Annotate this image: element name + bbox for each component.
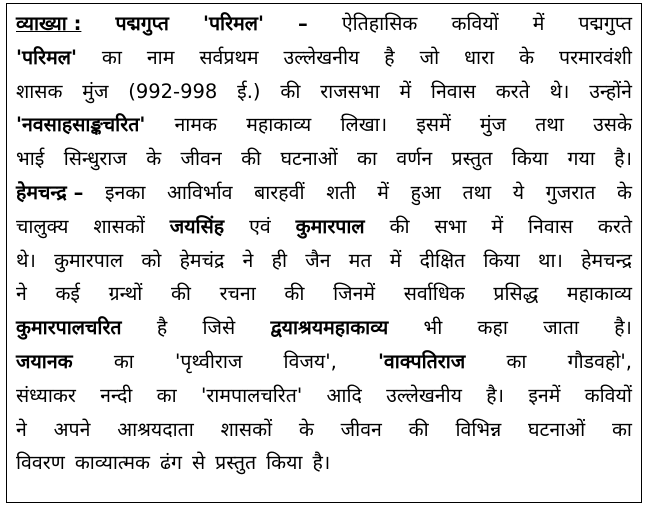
bold-term: जयसिंह (169, 214, 225, 238)
word: अपने (53, 417, 91, 441)
word: घटनाओं (280, 147, 338, 171)
word: जिसे (202, 316, 236, 340)
word: राजसभा (320, 79, 380, 103)
word: तथा (535, 113, 564, 137)
word: कुमारपाल (54, 248, 124, 272)
word: पद्मगुप्त (578, 12, 632, 35)
word: थे। (16, 248, 36, 272)
bold-term: कुमारपालचरित (16, 316, 122, 340)
word: ने (16, 282, 27, 306)
word: इसमें (416, 113, 451, 137)
word: की (284, 282, 305, 306)
text-line (16, 176, 632, 210)
word: उसके (593, 113, 632, 137)
word: करते (495, 79, 530, 103)
word: विवरण (16, 451, 65, 475)
word: ने (242, 248, 254, 272)
word: नन्दी (100, 383, 133, 407)
word: आविर्भाव (167, 180, 233, 204)
word: रचना (219, 282, 256, 306)
bold-term: 'परिमल' (16, 45, 77, 69)
word: प्रस्तुत (215, 451, 257, 475)
word: दीक्षित (419, 248, 466, 272)
word: की (170, 282, 191, 306)
word: महाकाव्य (246, 113, 312, 137)
word: है। (614, 316, 632, 340)
word: (992-998 (128, 79, 218, 103)
bold-term: पद्मगुप्त (115, 12, 169, 35)
text-line (16, 108, 632, 142)
text-line (16, 379, 632, 413)
word: सिन्धुराज (63, 147, 127, 171)
word: 'रामपालचरित' (200, 383, 303, 407)
word: भाई (16, 147, 45, 171)
word: ये (512, 180, 525, 204)
word: के (298, 417, 314, 441)
word: है। (486, 383, 505, 407)
text-box (6, 3, 642, 503)
word: किया (511, 147, 549, 171)
word: एवं (249, 214, 271, 238)
word: का (356, 147, 378, 171)
word: का (611, 417, 632, 441)
word: है (156, 316, 168, 340)
word: निवास (528, 214, 573, 238)
text-line (16, 142, 632, 176)
word: कहा (477, 316, 508, 340)
word: बारहवीं (254, 180, 305, 204)
word: हुआ (410, 180, 441, 204)
word: ढंग (160, 451, 182, 475)
word: जीवन (340, 417, 382, 441)
word: नामक (174, 113, 217, 137)
word: की (280, 79, 301, 103)
word: 'पृथ्वीराज (175, 349, 243, 373)
word: मुंज (479, 113, 507, 137)
word: ने (16, 417, 27, 441)
text-line (16, 75, 632, 109)
word: से (191, 451, 206, 475)
word: कवियों (451, 12, 499, 35)
word: में (377, 180, 389, 204)
word: था। (538, 248, 563, 272)
word: संध्याकर (16, 383, 76, 407)
word: प्रस्तुत (451, 147, 493, 171)
word: हेमचन्द्र (581, 248, 632, 272)
word: प्रसिद्ध (493, 282, 539, 306)
word: ग्रन्थों (108, 282, 143, 306)
word: इनमें (528, 383, 561, 407)
word: कवियों (584, 383, 632, 407)
word: महाकाव्य (566, 282, 632, 306)
word: जीवन (180, 147, 222, 171)
bold-term: जयानक (16, 349, 73, 373)
word: का (113, 349, 134, 373)
word: के (519, 45, 535, 69)
text-line (16, 244, 632, 278)
word: वर्णन (396, 147, 433, 171)
word: का (101, 45, 122, 69)
bold-term: – (298, 12, 308, 35)
word: गया (567, 147, 595, 171)
word: है। (312, 451, 331, 475)
word: कई (55, 282, 80, 306)
word: ही (271, 248, 287, 272)
word: शासकों (93, 214, 145, 238)
word: में (399, 79, 412, 103)
word: जिनमें (333, 282, 376, 306)
word: जो (419, 45, 440, 69)
word: शासकों (220, 417, 273, 441)
word: आश्रयदाता (117, 417, 194, 441)
text-line (16, 345, 632, 379)
word: है। (614, 147, 632, 171)
word: करते (597, 214, 632, 238)
word: नाम (146, 45, 175, 69)
word: गौडवहो', (567, 349, 632, 373)
underlined-heading-word: व्याख्या : (16, 12, 82, 35)
word: विभिन्न (455, 417, 502, 441)
word: सर्वाधिक (403, 282, 465, 306)
word: चालुक्य (16, 214, 69, 238)
word: काव्यात्मक (74, 451, 150, 475)
word: ऐतिहासिक (341, 12, 418, 35)
word: शती (326, 180, 356, 204)
word: शासक (16, 79, 63, 103)
word: किया (483, 248, 520, 272)
word: में (491, 214, 504, 238)
word: की (408, 417, 429, 441)
word: जैन (305, 248, 331, 272)
word: सर्वप्रथम (199, 45, 259, 69)
word: का (156, 383, 177, 407)
text-line (16, 7, 632, 41)
word: घटनाओं (528, 417, 586, 441)
word: तथा (462, 180, 492, 204)
text-line (16, 446, 632, 480)
bold-term: हेमचन्द्र – (16, 180, 84, 204)
word: ई.) (237, 79, 261, 103)
word: हेमचंद्र (179, 248, 225, 272)
text-line (16, 277, 632, 311)
word: इनका (104, 180, 146, 204)
bold-term: द्वयाश्रयमहाकाव्य (270, 316, 389, 340)
word: परमारवंशी (559, 45, 632, 69)
word: उल्लेखनीय (386, 383, 462, 407)
word: किया (266, 451, 303, 475)
text-line (16, 210, 632, 244)
word: जाता (543, 316, 579, 340)
word: में (389, 248, 402, 272)
bold-term: 'वाक्पतिराज (377, 349, 466, 373)
word: के (146, 147, 162, 171)
word: उन्होंने (589, 79, 632, 103)
word: की (241, 147, 262, 171)
text-line (16, 311, 632, 345)
text-line (16, 41, 632, 75)
bold-term: 'परिमल' (203, 12, 264, 35)
word: की (389, 214, 410, 238)
word: मत (348, 248, 372, 272)
word: को (141, 248, 162, 272)
word: सभा (434, 214, 467, 238)
word: गुजरात (545, 180, 596, 204)
word: भी (423, 316, 443, 340)
word: थे। (549, 79, 570, 103)
bold-term: कुमारपाल (295, 214, 365, 238)
text-line (16, 413, 632, 447)
word: मुंज (82, 79, 109, 103)
word: के (616, 180, 632, 204)
word: का (506, 349, 527, 373)
word: आदि (326, 383, 362, 407)
bold-term: 'नवसाहसाङ्कचरित' (16, 113, 146, 137)
word: विजय', (283, 349, 337, 373)
word: धारा (464, 45, 495, 69)
word: लिखा। (340, 113, 388, 137)
word: है (384, 45, 395, 69)
word: में (532, 12, 545, 35)
word: निवास (430, 79, 476, 103)
word: उल्लेखनीय (283, 45, 360, 69)
